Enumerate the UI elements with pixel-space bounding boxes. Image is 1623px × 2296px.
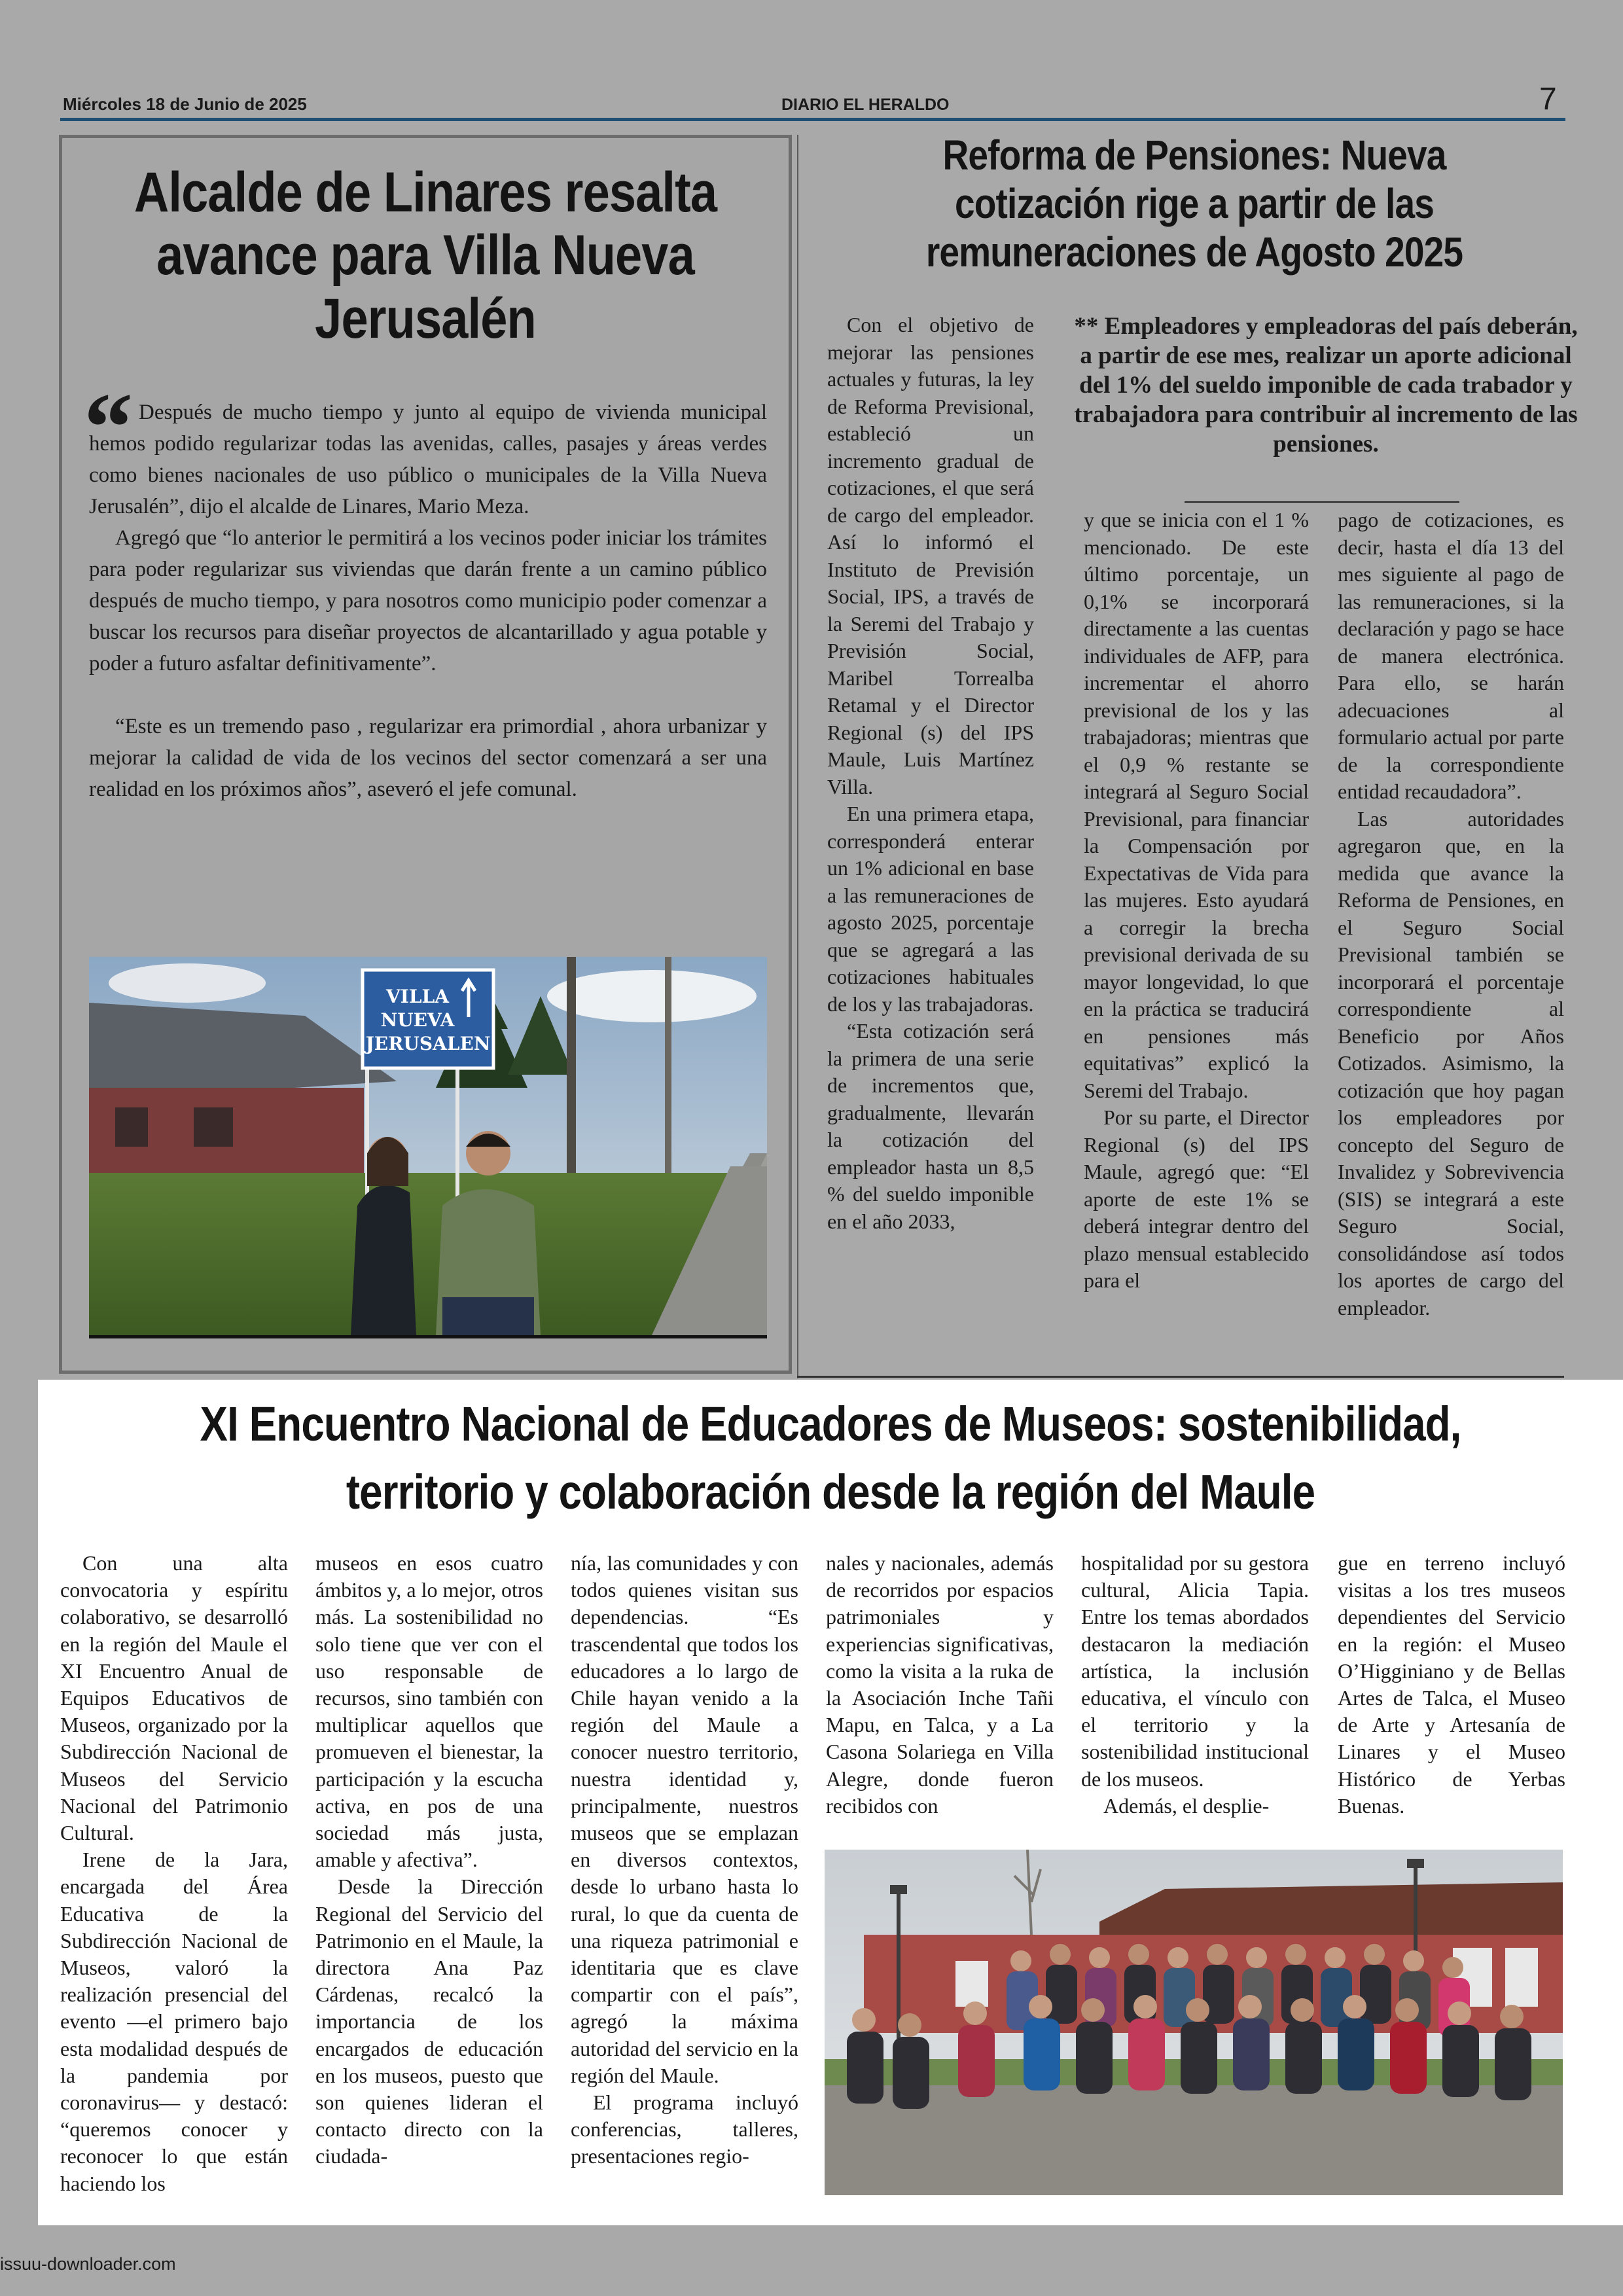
story2-paragraph: En una primera etapa, corresponderá enterar un 1% adicional en base a las remuneraciones de agosto 2025, porcentaje que se agregará a las cotizaciones habituales de los y las trabajadoras.	[827, 802, 1034, 1016]
column-divider	[797, 135, 798, 1378]
story3-column-6	[1338, 1550, 1565, 1820]
story3-column-2	[315, 1550, 543, 2170]
story3-column-5	[1081, 1550, 1309, 1820]
story3-column-4	[826, 1550, 1054, 1820]
story3-paragraph: gue en terreno incluyó visitas a los tres museos dependientes del Servicio en la región: el Museo O’Higginiano y de Bellas Artes de Talca, el Museo de Arte y Artesanía de Linares y el Museo Histórico de Yerbas Buenas.	[1338, 1551, 1565, 1818]
story3-column-1	[60, 1550, 288, 2197]
story2-column-3	[1338, 507, 1564, 1321]
story3-paragraph: hospitalidad por su gestora cultural, Alicia Tapia. Entre los temas abordados destacaron la mediación artística, la inclusión educativa, el vínculo con el territorio y la sostenibilidad institucional de los museos.	[1081, 1551, 1309, 1791]
newspaper-name: DIARIO EL HERALDO	[781, 96, 950, 114]
story3-paragraph: El programa incluyó conferencias, talleres, presentaciones regio-	[571, 2090, 798, 2168]
story3-paragraph: Con una alta convocatoria y espíritu colaborativo, se desarrolló en la región del Maule el XI Encuentro Anual de Equipos Educativos de Museos, organizado por la Subdirección Nacional de Museos del Servicio Nacional del Patrimonio Cultural.	[60, 1551, 288, 1845]
story1-photo	[89, 957, 767, 1338]
story2-column-2	[1084, 507, 1309, 1295]
story1-body	[89, 397, 767, 805]
section-divider	[797, 1376, 1564, 1378]
watermark: issuu-downloader.com	[0, 2254, 176, 2274]
story3-paragraph: Irene de la Jara, encargada del Área Educativa de la Subdirección Nacional de Museos, valoró la realización presencial del evento —el primero bajo esta modalidad después de la pandemia por coronavirus— y destacó: “queremos conocer y reconocer lo que están haciendo los	[60, 1848, 288, 2195]
story2-paragraph: Por su parte, el Director Regional (s) del IPS Maule, agregó que: “El aporte de este 1% se deberá integrar dentro del plazo mensual establecido para el	[1084, 1105, 1309, 1292]
story3-column-3	[571, 1550, 798, 2170]
story3-group-photo	[825, 1850, 1563, 2195]
story2-headline: Reforma de Pensiones: Nueva cotización rige a partir de las remuneraciones de Agosto 2025	[925, 132, 1463, 276]
quote-mark-icon: “	[84, 373, 133, 482]
story2-lead: ** Empleadores y empleadoras del país deberán, a partir de ese mes, realizar un aporte adicional del 1% del sueldo imponible de cada trabador y trabajadora para contribuir al incremento de las pensiones.	[1074, 313, 1578, 457]
lead-divider	[1185, 501, 1459, 503]
story3-paragraph: nales y nacionales, además de recorridos por espacios patrimoniales y experiencias significativas, como la visita a la ruka de la Asociación Inche Tañi Mapu, en Talca, y a La Casona Solariega en Villa Alegre, donde fueron recibidos con	[826, 1551, 1054, 1818]
sign-text: JERUSALEN	[365, 1033, 491, 1054]
story2-column-1	[827, 312, 1034, 1235]
header-divider	[60, 118, 1565, 121]
story1-paragraph: Agregó que “lo anterior le permitirá a los vecinos poder iniciar los trámites para poder regularizar sus viviendas que darán frente a un camino público después de mucho tiempo, y para nosotros como municipio poder comenzar a buscar los recursos para diseñar proyectos de alcantarillado y agua potable y poder a futuro asfaltar definitivamente”.	[89, 526, 767, 675]
story3-paragraph: nía, las comunidades y con todos quienes visitan sus dependencias. “Es trascendental que todos los educadores a lo largo de Chile hayan venido a la región del Maule a conocer nuestro territorio, nuestra identidad y, principalmente, nuestros museos que se emplazan en diversos contextos, desde lo urbano hasta lo rural, lo que da cuenta de una riqueza patrimonial e identitaria que es clave compartir con el país”, agregó la máxima autoridad del servicio en la región del Maule.	[571, 1551, 798, 2087]
story2-paragraph: “Esta cotización será la primera de una serie de incrementos que, gradualmente, llevarán la cotización del empleador hasta un 8,5 % del sueldo imponible en el año 2033,	[827, 1019, 1034, 1233]
story2-paragraph: Las autoridades agregaron que, en la medida que avance la Reforma de Pensiones, en el Seguro Social Previsional también se incorporará el porcentaje correspondiente al Beneficio por Años Cotizados. Asimismo, la cotización que hoy pagan los empleadores por concepto del Seguro de Invalidez y Sobrevivencia (SIS) se integrará a este Seguro Social, consolidándose así todos los aportes de cargo del empleador.	[1338, 806, 1564, 1319]
story3-paragraph: Desde la Dirección Regional del Servicio del Patrimonio en el Maule, la directora Ana Paz Cárdenas, recalcó la importancia de los encargados de educación en los museos, puesto que son quienes lideran el contacto directo con la ciudada-	[315, 1874, 543, 2168]
story2-paragraph: Con el objetivo de mejorar las pensiones actuales y futuras, la ley de Reforma Previsional, estableció un incremento gradual de cotizaciones, el que será de cargo del empleador. Así lo informó el Instituto de Previsión Social, IPS, a través de la Seremi del Trabajo y Previsión Social, Maribel Torrealba Retamal y el Director Regional (s) del IPS Maule, Luis Martínez Villa.	[827, 313, 1034, 798]
story3-paragraph: museos en esos cuatro ámbitos y, a lo mejor, otros más. La sostenibilidad no solo tiene que ver con el uso responsable de recursos, sino también con multiplicar aquellos que promueven el bienestar, la participación y la escucha activa, en pos de una sociedad más justa, amable y afectiva”.	[315, 1551, 543, 1872]
sign-text: VILLA	[386, 986, 449, 1007]
issue-date: Miércoles 18 de Junio de 2025	[63, 94, 307, 114]
story3-headline: XI Encuentro Nacional de Educadores de Museos: sostenibilidad, territorio y colaboración desde la región del Maule	[200, 1397, 1461, 1519]
story2-paragraph: y que se inicia con el 1 % mencionado. De este último porcentaje, un 0,1% se incorporará directamente a las cuentas individuales de AFP, para incrementar el ahorro previsional de los y las trabajadoras; mientras que el 0,9 % restante se integrará al Seguro Social Previsional, para financiar la Compensación por Expectativas de Vida para las mujeres. Esto ayudará a corregir la brecha previsional derivada de su mayor longevidad, lo que en la práctica se traducirá en pensiones más equitativas” explicó la Seremi del Trabajo.	[1084, 508, 1309, 1102]
story3-paragraph: Además, el desplie-	[1103, 1793, 1270, 1818]
story1-paragraph: Después de mucho tiempo y junto al equipo de vivienda municipal hemos podido regularizar todas las avenidas, calles, pasajes y áreas verdes como bienes nacionales de uso público o municipales de la Villa Nueva Jerusalén”, dijo el alcalde de Linares, Mario Meza.	[89, 401, 767, 518]
page-number: 7	[1539, 82, 1557, 117]
story1-headline: Alcalde de Linares resalta avance para Villa Nueva Jerusalén	[134, 161, 717, 350]
sign-text: NUEVA	[380, 1009, 455, 1031]
story2-paragraph: pago de cotizaciones, es decir, hasta el día 13 del mes siguiente al pago de las remuneraciones, si la declaración y pago se hace de manera electrónica. Para ello, se harán adecuaciones al formulario actual por parte de la correspondiente entidad recaudadora”.	[1338, 508, 1564, 803]
story1-paragraph: “Este es un tremendo paso , regularizar era primordial , ahora urbanizar y mejorar la calidad de vida de los vecinos del sector comenzará a ser una realidad en los próximos años”, aseveró el jefe comunal.	[89, 715, 767, 801]
